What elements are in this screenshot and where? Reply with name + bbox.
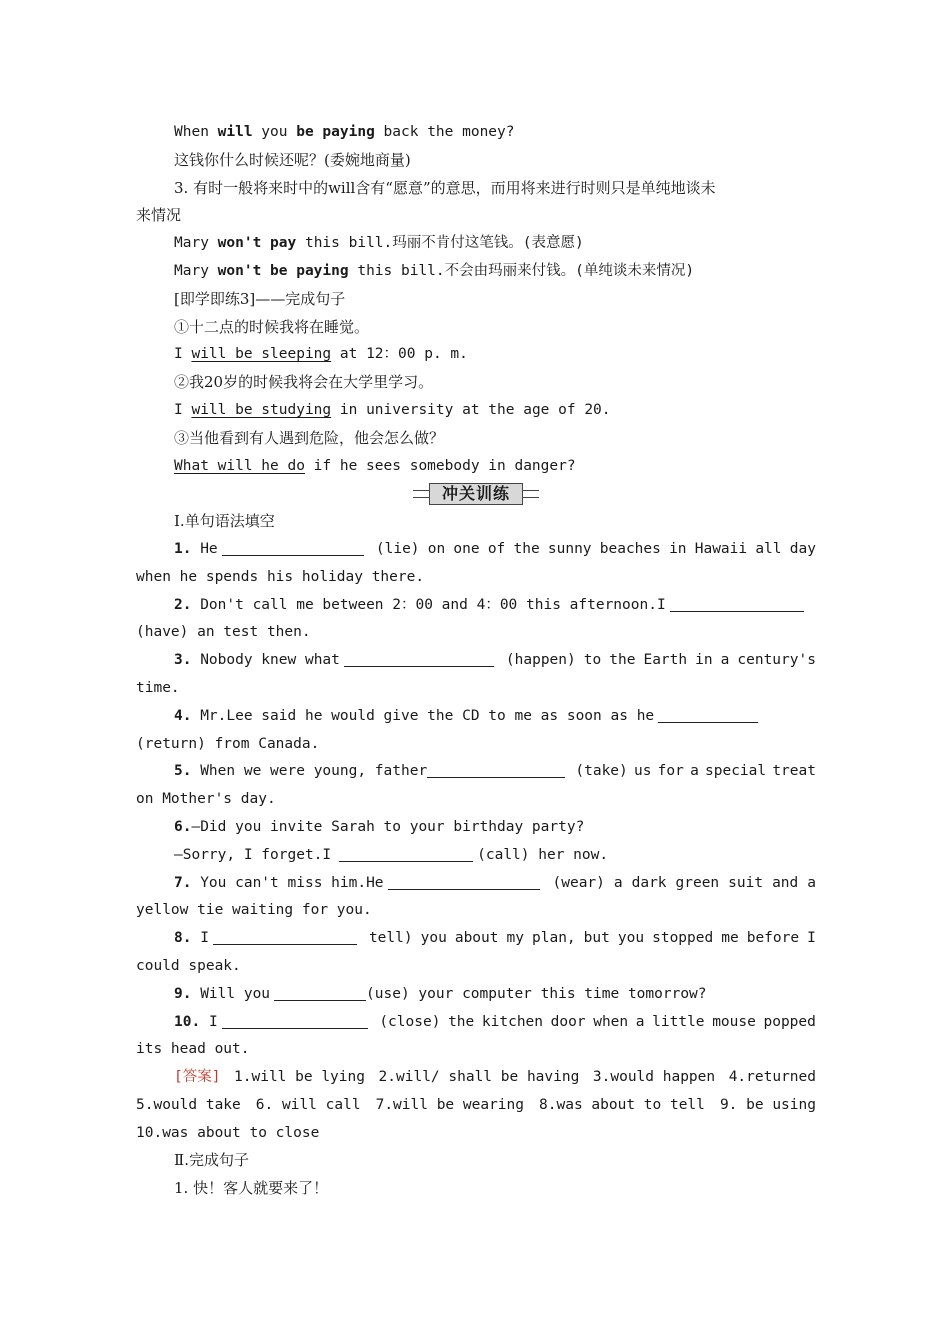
word: suit [728,874,764,891]
word: and [772,874,799,891]
word: treat [772,763,816,780]
text: (call) her now. [477,846,609,863]
word: for [657,763,684,780]
section-title: Ⅱ.完成句子 [174,1151,249,1170]
word: sunny [547,540,592,557]
word: plan, [532,930,576,947]
question-2 [136,592,816,620]
text: I [200,930,209,947]
example-line [136,119,816,147]
section-banner [136,480,816,508]
text: —Sorry, I forget.I [174,846,332,863]
text: this bill.不会由玛丽来付钱。(单纯谈未来情况) [348,262,695,279]
question-number: 6. [174,818,192,835]
word: when [593,1013,629,1030]
bold-text: won't pay [217,235,297,252]
practice-item: ①十二点的时候我将在睡觉。 [174,317,370,336]
question-number: 9. [174,985,192,1002]
word: before [746,930,800,947]
section-2-question-1: 1. 快！客人就要来了！ [174,1179,329,1198]
word: century's [737,652,816,669]
hint: (happen) [505,652,576,669]
text: back the money? [374,124,515,140]
underlined-answer: What will he do [174,457,305,474]
question-number: 8. [174,930,192,947]
answer: 6. will call [255,1096,361,1113]
answer: 5.would take [136,1096,241,1113]
word: the [609,652,636,669]
question-number: 3. [174,652,192,669]
answer-blank[interactable] [222,539,364,556]
word: green [675,874,720,891]
banner-decoration [413,490,429,498]
text: When [174,124,218,140]
word: me [721,930,739,947]
question-2-cont: (have) an test then. [136,624,311,641]
banner-title: 冲关训练 [429,483,523,505]
text: —Did you invite Sarah to your birthday party? [191,818,585,835]
word: you [420,930,447,947]
text: I [174,346,192,363]
question-6-reply [136,842,816,870]
answer: 2.will/ shall be having [378,1069,580,1086]
text: if he sees somebody in danger? [304,457,576,474]
text: Nobody knew what [200,652,340,669]
practice-item: ②我20岁的时候我将会在大学里学习。 [174,373,434,392]
word: in [695,652,713,669]
practice-answer [136,453,816,481]
word: my [506,930,524,947]
hint: (close) [379,1013,441,1030]
question-number: 10. [174,1013,201,1030]
answer: 4.returned [728,1069,816,1086]
word: a [613,874,623,891]
example-line [136,230,816,258]
underlined-answer: will be studying [191,401,332,418]
answer: 8.was about to tell [539,1096,705,1113]
answer-blank[interactable] [670,595,804,612]
word: Earth [643,652,688,669]
word: all [755,540,782,557]
practice-item: ③当他看到有人遇到危险，他会怎么做？ [174,428,445,447]
text: I [208,1013,218,1030]
example-translation: 这钱你什么时候还呢？(委婉地商量) [174,150,411,169]
text: He [200,540,218,557]
word: a [690,763,699,780]
question-7 [136,870,816,898]
question-1 [136,536,816,564]
question-number: 7. [174,874,192,891]
hint: (wear) [552,874,605,891]
question-8-cont: could speak. [136,957,241,974]
hint: (lie) [375,540,420,557]
word: kitchen [481,1013,544,1030]
word: beaches [599,540,661,557]
word: stopped [652,930,714,947]
word: mouse [712,1013,756,1030]
bold-text: will [217,124,253,140]
practice-heading: [即学即练3]——完成句子 [174,289,346,308]
word: Hawaii [694,540,748,557]
question-10 [136,1009,816,1037]
question-number: 5. [174,763,192,780]
word: special [705,763,767,780]
question-4 [136,703,816,731]
question-7-cont: yellow tie waiting for you. [136,902,372,919]
question-3 [136,647,816,675]
question-10-cont: its head out. [136,1041,250,1058]
text: in university at the age of 20. [331,401,611,418]
text: Don't call me between 2：00 and 4：00 this afternoon.I [200,596,666,613]
answer-label: [答案] [174,1069,221,1086]
word: one [453,540,480,557]
word: but [583,930,610,947]
banner-decoration [523,490,539,498]
word: the [448,1013,475,1030]
question-5 [136,758,816,786]
text: you [252,124,297,140]
answer: 1.will be lying [234,1069,365,1086]
answer: 9. be using [719,1096,816,1113]
text: You can't miss him.He [200,874,384,891]
question-4-cont: (return) from Canada. [136,735,320,752]
word: little [652,1013,705,1030]
word: a [807,874,816,891]
document-page [136,119,816,1203]
text: (use) your computer this time tomorrow? [366,985,707,1002]
hint: tell) [368,930,413,947]
answer-blank[interactable] [388,873,540,890]
answer: 7.will be wearing [375,1096,524,1113]
text: Mary [174,262,218,279]
word: a [635,1013,645,1030]
question-5-cont: on Mother's day. [136,791,276,808]
word: us [633,763,652,780]
question-1-cont: when he spends his holiday there. [136,568,425,585]
answer-blank[interactable] [274,984,366,1001]
practice-answer [136,341,816,369]
word: dark [631,874,667,891]
word: about [454,930,499,947]
text: Mr.Lee said he would give the CD to me as soon as he [200,707,655,724]
answer-key-line-2 [136,1092,816,1120]
answer: 3.would happen [592,1069,716,1086]
word: day [789,540,816,557]
rule-point-3: 3. 有时一般将来时中的will含有“愿意”的意思，而用将来进行时则只是单纯地谈未 [174,178,716,197]
word: you [617,930,645,947]
question-8 [136,925,816,953]
question-number: 4. [174,707,192,724]
question-6 [136,814,816,842]
text: I [174,401,192,418]
rule-point-3-cont: 来情况 [136,206,182,225]
text: When we were young, father [200,763,428,780]
bold-text: won't be paying [217,262,349,279]
answer-key-line-3: 10.was about to close [136,1124,320,1141]
word: of [487,540,506,557]
text: Will you [200,985,271,1002]
word: door [550,1013,586,1030]
word: a [720,652,730,669]
answer-blank[interactable] [344,650,494,667]
underlined-answer: will be sleeping [191,346,332,363]
word: to [583,652,602,669]
section-title: Ⅰ.单句语法填空 [174,512,275,531]
answer-blank[interactable] [222,1012,368,1029]
question-number: 2. [174,596,192,613]
answer-blank[interactable] [658,706,758,723]
word: in [669,540,687,557]
word: on [427,540,446,557]
answer-blank[interactable] [427,761,565,778]
answer-blank[interactable] [213,928,357,945]
text: Mary [174,235,218,252]
word: I [807,930,816,947]
bold-text: be paying [296,124,375,140]
answer-key-line-1 [136,1064,816,1092]
question-9 [136,981,816,1009]
text: this bill.玛丽不肯付这笔钱。(表意愿) [296,235,584,252]
word: popped [763,1013,816,1030]
practice-answer [136,397,816,425]
answer-blank[interactable] [339,845,473,862]
question-3-cont: time. [136,679,180,696]
word: the [513,540,540,557]
question-number: 1. [174,540,192,557]
text: at 12：00 p. m. [331,346,468,363]
hint: (take) [575,763,628,780]
example-line [136,258,816,286]
